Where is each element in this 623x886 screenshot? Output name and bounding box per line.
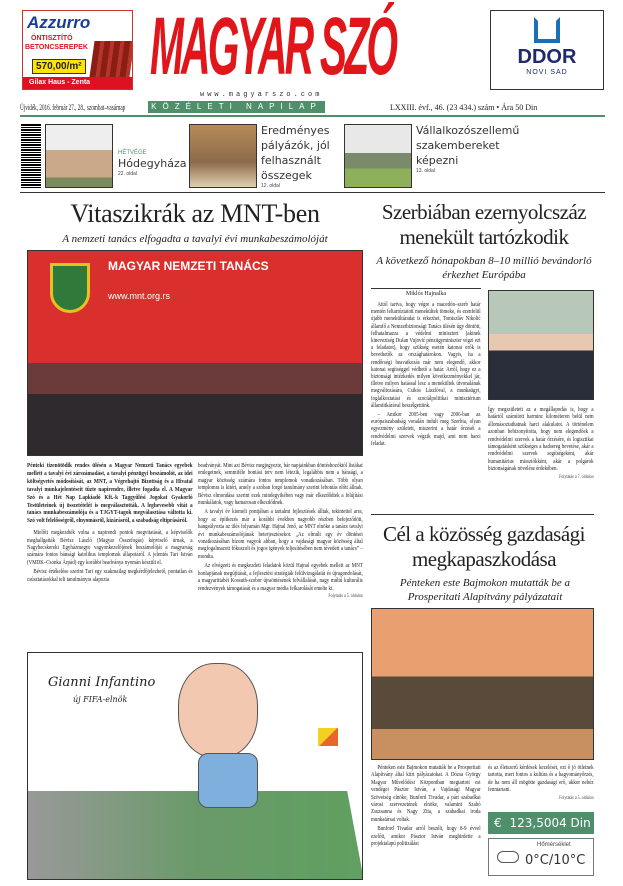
article2-col2 — [488, 406, 594, 480]
bajmok-event-photo[interactable] — [371, 608, 594, 760]
article3-headline[interactable]: Cél a közösség gazdasági megkapaszkodása — [382, 522, 585, 571]
ad-sub: NOVI SAD — [526, 69, 568, 76]
article2-headline[interactable]: Szerbiában ezernyolcszáz menekült tartózkodik — [381, 200, 587, 249]
article2-col1 — [371, 301, 481, 449]
weather-value: 0°C/10°C — [525, 853, 586, 868]
teaser-page: 13. oldal — [416, 168, 435, 174]
masthead-logo: MAGYAR SZÓ — [150, 0, 396, 92]
ad-footer: Gilax Haus - Zenta — [23, 77, 132, 89]
teaser-page: 22. oldal — [118, 171, 137, 177]
ad-brand: Azzurro — [27, 13, 91, 32]
mnt-crest-icon — [50, 263, 90, 313]
article1-lead: Pénteki tizenötödik rendes ülésén a Magyar Nemzeti Tanács egyebek mellett a tavalyi évi zárszámadást, a tavalyi pénzügyi beszámolót, az idei költségvetés módosítását, az MNT, a Végrehajtó Bizottság és a Hivatal tavalyi munkajelentéseit tűzte napirendre, illetve fogadta el. A Magyar Szó és a Hét Nap Lapkiadó Kft.-k Taggyűlési Jogokat Gyakorló Testületeinek új összetételét is megválasztották. A leghevesebb vitát a tanács munkabeszámolója és a TJGYT-tagok megválasztása váltotta ki. Szó volt felelősségről, elnyomásról, kizárásról, a szabadság eltiprásáról. — [27, 462, 193, 525]
cloud-sun-icon — [497, 851, 519, 863]
paragraph: Bunford Tivadar arról beszélt, hogy 8-9 évvel ezelőtt, amikor Pásztor István meghirdette a projektalapú politizálást — [371, 825, 481, 848]
award-photo[interactable] — [189, 124, 257, 188]
cartoon-caption2: új FIFA-elnök — [73, 695, 128, 704]
arrow-up-icon: ↑ — [600, 816, 611, 830]
corner-flag-icon — [318, 728, 338, 746]
nikolic-photo[interactable] — [488, 290, 594, 400]
article2-subhead: A következő hónapokban 8–10 millió bevándorló érkezhet Európába — [376, 255, 592, 281]
tagline: KÖZÉLETI NAPILAP — [148, 101, 325, 113]
weather-label: Hőmérséklet — [537, 842, 571, 848]
euro-icon: € — [494, 816, 502, 830]
ddor-ad[interactable] — [490, 10, 604, 90]
ddor-logo-icon — [534, 17, 560, 43]
continued-link[interactable]: Folytatás a 7. oldalon — [559, 474, 594, 480]
photo-banner: MAGYAR NEMZETI TANÁCS — [108, 259, 269, 273]
article1-subhead: A nemzeti tanács elfogadta a tavalyi évi munkabeszámolóját — [62, 233, 328, 245]
sculpture-photo[interactable] — [344, 124, 412, 188]
barcode — [21, 124, 41, 188]
caricature-body — [198, 753, 258, 808]
byline: Miklós Hajnalka — [405, 291, 447, 297]
pitch — [28, 791, 363, 880]
issue-info: LXXIII. évf., 46. (23 434.) szám • Ára 50 Din — [390, 103, 538, 112]
paragraph: Pénteken este Bajmokon mutatták be a Prosperitati Alapítvány által kiírt pályázatokat. A Dózsa György Magyar Művelődési Központban megtartott est vendégei Pásztor István, a Vajdasági Magyar Szövetség elnöke, Bunford Tivadar, a párt szabadkai városi szervezetének elnöke, valamint Szabó Zsuzsanna és Nagy Zita, a szabadkai iroda munkatársai voltak. — [371, 764, 481, 823]
paragraph: Az elvégzett és megkezdett feladatok közül Hajnal egyebek mellett az MNT honlapjának megújítását, a fejlesztési stratégiák felülvizsgálatát és újragondolását, a magyarittabéi Kossuth-szobor újraöntésének felvállalását, nagy múltú kulturális rendezvények támogatását és a magyar média felkarolását emelte ki. — [198, 562, 363, 592]
article3-col2 — [488, 764, 594, 801]
website-link[interactable]: www.magyarszo.com — [200, 91, 323, 99]
paragraph: és az életszerű kérdések kezelését, ezt ő jó ötletnek tartotta, mert fontos a kultúra és a hagyományőrzés, de ha nem áll mögötte gazdasági erő, akkor nehéz fenntartani. — [488, 764, 594, 794]
church-photo[interactable] — [45, 124, 113, 188]
article3-col1 — [371, 764, 481, 849]
continued-link[interactable]: Folytatás a 5. oldalon — [559, 795, 594, 801]
article1-headline[interactable]: Vitaszikrák az MNT-ben — [70, 199, 320, 228]
cartoon[interactable] — [27, 652, 363, 880]
dateline: Újvidék, 2016. február 27., 28., szombat–vasárnap — [20, 103, 126, 112]
exchange-rate — [488, 812, 611, 834]
teaser-palyazok[interactable] — [261, 123, 341, 189]
paragraph: Így megszületett az a megállapodás is, hogy a határtól számított harminc kilométeren belül nem állomásoztathatnak harci alakulatot. A történelem azonban bebizonyította, hogy nem elegendőek a rendvédelmi szervek a határ őrzésére, és logisztikai támogatásként szükséges a hadsereg bevetése, akár a rendvédelmi szervek segítségeként, akár humanitárius missziókként, akár a polgárok biztonságának növelése érdekében. — [488, 406, 594, 473]
paragraph: A tavalyi év kiemelt pontjában a tartalmi fejlesztések álltak, tekintettel arra, hogy az építkezés már a korábbi években nagyobb részben befejeződött, hangsúlyozta az ülés folyamán Mgr. Hajnal Jenő, az MNT elnöke a tanács tavalyi évi munkabeszámolójának beterjesztésekor. „Az elmúlt egy év döntései vonatkozásában bízom vagyok abban, hogy a vajdasági magyar közösség által megfogalmazott fókuszolt és jogos igények teljesítésében nem tévedett a tanács” – mondta. — [198, 508, 363, 560]
teaser-title: Hódegyháza — [118, 157, 187, 170]
ad-line2: BETONCSEREPEK — [25, 44, 88, 51]
teaser-kicker: HÉTVÉGE — [118, 150, 147, 156]
exchange-value: 123,5004 Din — [509, 816, 591, 830]
weather-box — [488, 838, 594, 876]
article1-col2 — [198, 462, 363, 599]
paragraph: Attól tartva, hogy végre a macedón–szerb határ mentén feltartóztatott menekültek tömeke, és ezenfelül újabb menekültáradat is érkezhet, Tomiszláv Nikolić államfő a Nemzetbiztonsági Tanács ülésén úgy döntött, felhatalmazza a védelmi minisztert (akinek kineveztség Dušan Vujović pénzügyminiszter végzi ezt a feladatot), hogy szükség esetén katonai erők is bevethetők az országhatárokon. Vagyis, ha a rendőrségi beavatkozás már nem elegendő, akkor katonai segítséggel védhető a határ. Arról, hogy ez a biztonsági intézkedés milyen következményekkel jár, illetve milyen hatással lesz a menekültek útvonalának megváltozására, Csikós Lászlóval, a munkaügyi, foglalkoztatási és szociálpolitikai minisztérium államtitkárával beszélgettünk. — [371, 301, 481, 409]
azzurro-ad[interactable] — [22, 10, 133, 90]
divider — [371, 288, 481, 289]
divider — [371, 514, 594, 515]
paragraph: Bévisz értékelése szerint Tari egy szakmailag megkérdőjelezhető, pontatlan és csúsztatásokkal teli tanulmányra alapozta — [27, 568, 193, 583]
article3-subhead: Pénteken este Bajmokon mutatták be a Prosperitati Alapítvány pályázatait — [399, 577, 571, 603]
teaser-vallalkozo[interactable] — [416, 123, 520, 174]
paragraph: beadványát. Mint azt Bévisz megjegyezte, bár napjainkban döntéshozóktól listákat emlegetnek, semmiféle bontási terv nem létezik, legalábbis nem a bánsági, a magyar közösség számára fontos templomok vonatkozásában. Több olyan templomra is kitért, amely a szóban forgó tanulmány szerint lebontás előtt állnak. Bévisz elmondása szerint ezek mindegyikében vagy már elkezdődtek a felújítási munkálatok, vagy hamarosan elkezdődnek. — [198, 462, 363, 507]
teaser-page: 12. oldal — [261, 183, 280, 189]
ad-brand: DDOR — [517, 46, 577, 68]
photo-url: www.mnt.org.rs — [108, 291, 171, 301]
cartoon-caption: Gianni Infantino — [48, 675, 156, 690]
continued-link[interactable]: Folytatás a 5. oldalon — [328, 593, 363, 599]
teaser-hodegyhaza[interactable] — [118, 150, 188, 177]
caricature-head — [178, 663, 258, 758]
teaser-title: Vállalkozószellemű szakembereket képezni — [416, 124, 520, 167]
teaser-title: Eredményes pályázók, jól felhasznált összegek — [261, 124, 330, 182]
ad-price: 570,00/m² — [32, 59, 86, 74]
paragraph: – Amikor 2005-ben vagy 2006-ban az európaiszabadság vonalán indult meg Szerbia, olyan egyezmény született, miszerint a határ őrzését a rendvédelmi szervek végzik majd, ami nem harci feladat. — [371, 411, 481, 447]
paragraph: Mielőtt megkezdték volna a napirendi pontok megvitatását, a képviselők meghallgatták Bévisz László (Magyar Összefogás) képviselő úrnak, a Nagybecskereki Egyházmegye vagyonkezelőjének beszámolóját a magyarság számára fontos bánsági katolikus templomok állapotáról. A jelentés Tari István (VMDK–Csonka Árpád) egy korábbi beadványa nyomán készült el. — [27, 529, 193, 566]
divider — [20, 115, 605, 117]
ad-line1: ÖNTISZTÍTÓ — [31, 35, 73, 42]
article1-col1 — [27, 462, 193, 585]
mnt-session-photo[interactable] — [27, 250, 363, 456]
divider — [20, 192, 605, 193]
